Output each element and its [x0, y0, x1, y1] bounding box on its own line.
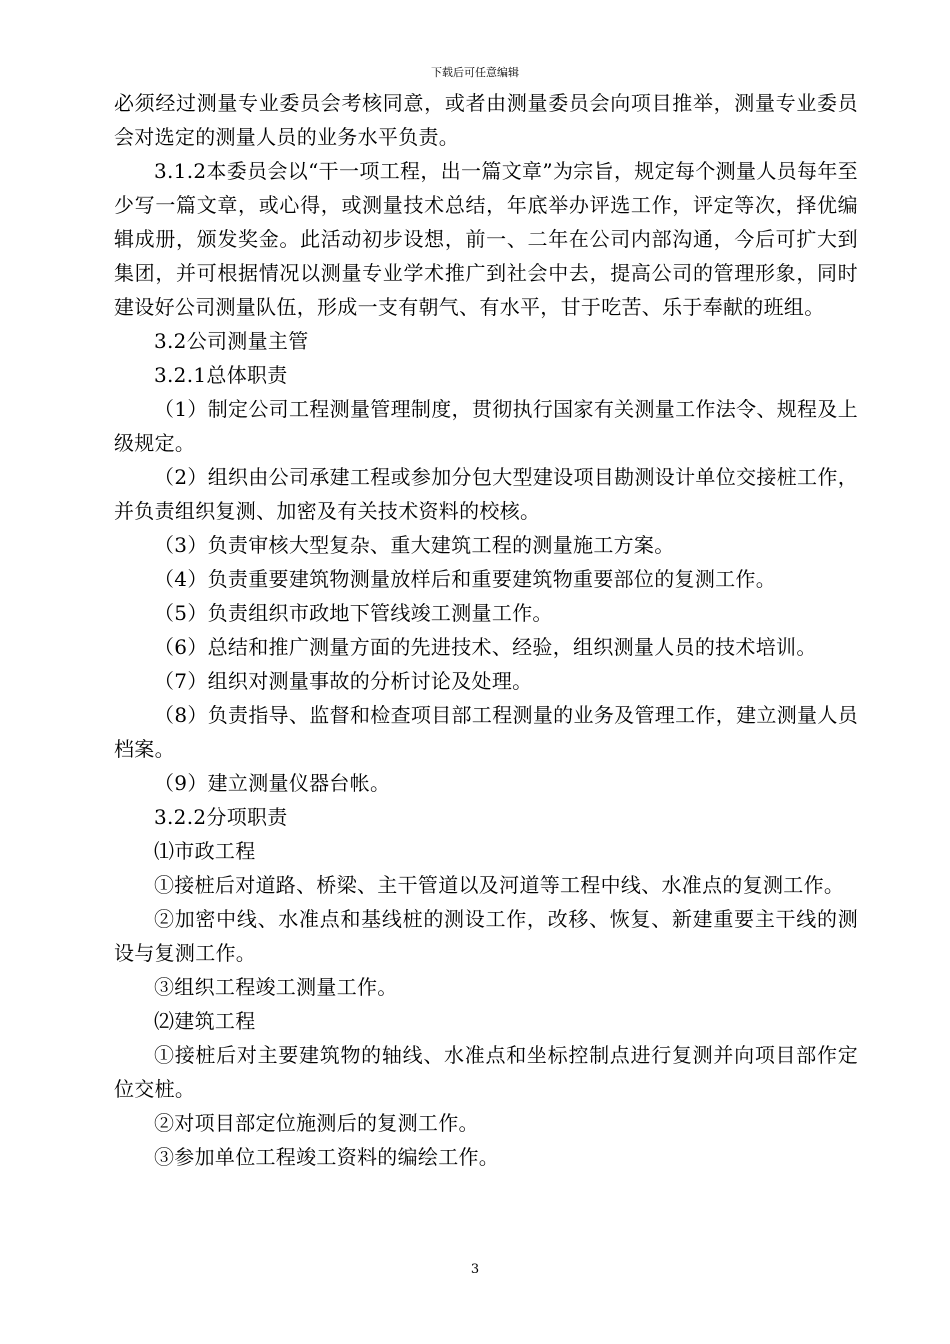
- list-item: （4）负责重要建筑物测量放样后和重要建筑物重要部位的复测工作。: [154, 567, 777, 591]
- list-item: ②加密中线、水准点和基线桩的测设工作，改移、恢复、新建重要主干线的测设与复测工作。: [114, 907, 858, 965]
- section-heading: 3.2公司测量主管: [154, 329, 309, 353]
- list-item: （2）组织由公司承建工程或参加分包大型建设项目勘测设计单位交接桩工作，并负责组织复测、加密及有关技术资料的校核。: [114, 465, 858, 523]
- list-item: ①接桩后对主要建筑物的轴线、水准点和坐标控制点进行复测并向项目部作定位交桩。: [114, 1043, 858, 1101]
- list-item: ①接桩后对道路、桥梁、主干管道以及河道等工程中线、水准点的复测工作。: [154, 873, 845, 897]
- list-item: （7）组织对测量事故的分析讨论及处理。: [154, 669, 533, 693]
- list-item: （1）制定公司工程测量管理制度，贯彻执行国家有关测量工作法令、规程及上级规定。: [114, 397, 858, 455]
- paragraph: 3.1.2本委员会以“干一项工程，出一篇文章”为宗旨，规定每个测量人员每年至少写一篇文章，或心得，或测量技术总结，年底举办评选工作，评定等次，择优编辑成册，颁发奖金。此活动初步设想，前一、二年在公司内部沟通，今后可扩大到集团，并可根据情况以测量专业学术推广到社会中去，提高公司的管理形象，同时建设好公司测量队伍，形成一支有朝气、有水平，甘于吃苦、乐于奉献的班组。: [114, 159, 858, 319]
- header-note: 下载后可任意编辑: [431, 66, 519, 79]
- category-heading: ⑴市政工程: [154, 839, 256, 863]
- subsection-heading: 3.2.1总体职责: [154, 363, 288, 387]
- body-text: [114, 86, 858, 1174]
- list-item: （6）总结和推广测量方面的先进技术、经验，组织测量人员的技术培训。: [154, 635, 817, 659]
- page-number: 3: [470, 1262, 480, 1277]
- list-item: （3）负责审核大型复杂、重大建筑工程的测量施工方案。: [154, 533, 675, 557]
- list-item: （5）负责组织市政地下管线竣工测量工作。: [154, 601, 553, 625]
- subsection-heading: 3.2.2分项职责: [154, 805, 288, 829]
- list-item: ③参加单位工程竣工资料的编绘工作。: [154, 1145, 500, 1169]
- paragraph: 必须经过测量专业委员会考核同意，或者由测量委员会向项目推举，测量专业委员会对选定的测量人员的业务水平负责。: [114, 91, 858, 149]
- list-item: ②对项目部定位施测后的复测工作。: [154, 1111, 479, 1135]
- list-item: （9）建立测量仪器台帐。: [154, 771, 391, 795]
- list-item: ③组织工程竣工测量工作。: [154, 975, 398, 999]
- list-item: （8）负责指导、监督和检查项目部工程测量的业务及管理工作，建立测量人员档案。: [114, 703, 858, 761]
- category-heading: ⑵建筑工程: [154, 1009, 256, 1033]
